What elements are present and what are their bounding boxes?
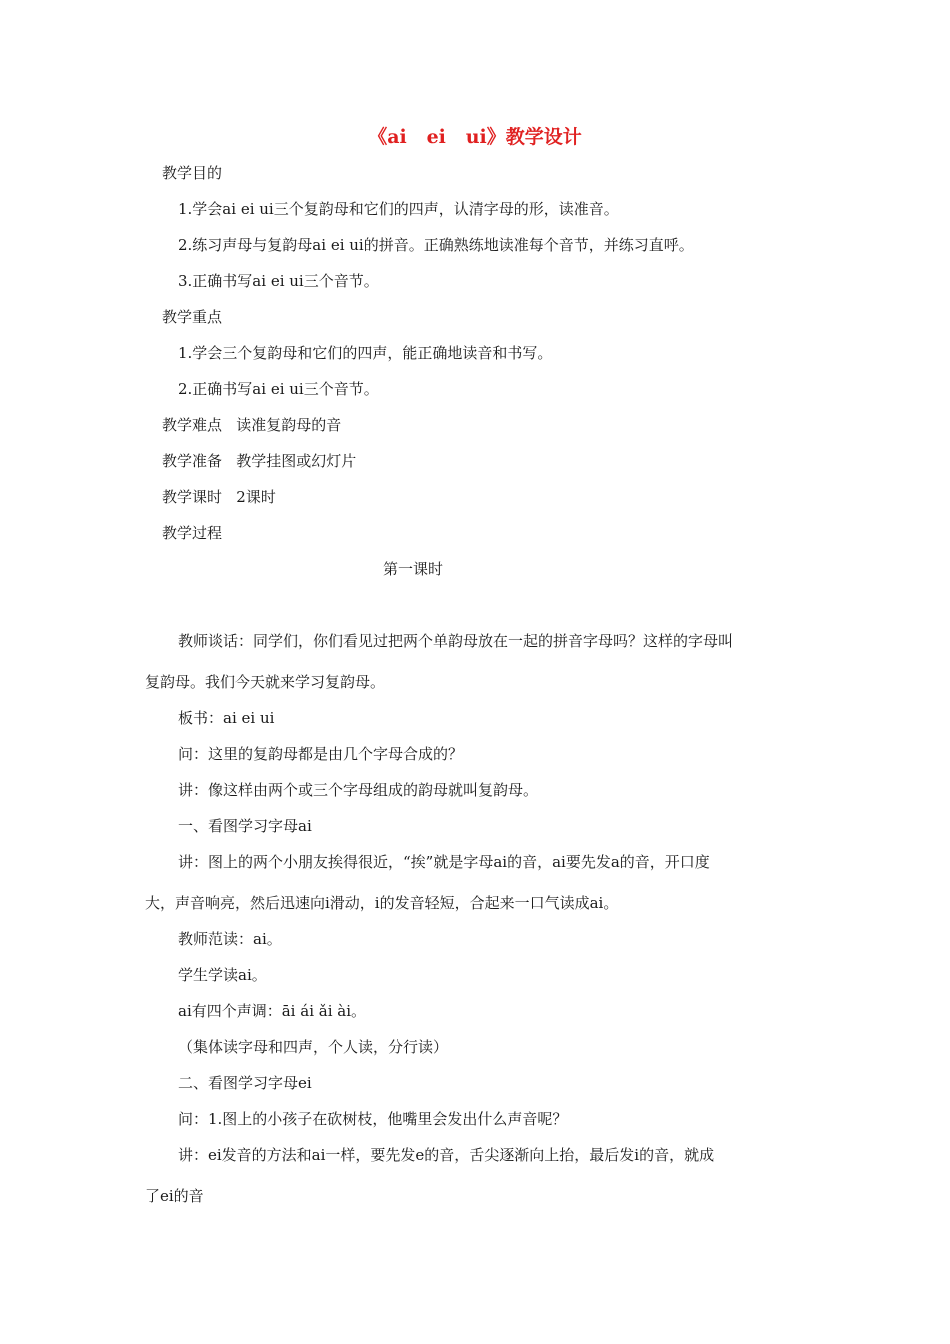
explanation-3-line1: 讲：ei发音的方法和ai一样，要先发e的音，舌尖逐渐向上抬，最后发i的音，就成 [178,1146,715,1164]
paragraph-intro-line2: 复韵母。我们今天就来学习复韵母。 [145,673,386,691]
lesson-heading: 第一课时 [382,560,443,578]
section-1-heading: 一、看图学习字母ai [178,817,312,835]
goal-item-1: 1.学会ai ei ui三个复韵母和它们的四声，认清字母的形，读准音。 [178,200,619,218]
focus-item-2: 2.正确书写ai ei ui三个音节。 [178,380,379,398]
preparation-line: 教学准备 教学挂图或幻灯片 [162,452,357,470]
question-2: 问：1.图上的小孩子在砍树枝，他嘴里会发出什么声音呢？ [178,1110,568,1128]
teacher-reading: 教师范读：ai。 [178,930,282,948]
tones-line: ai有四个声调：āi ái ǎi ài。 [178,1002,367,1020]
explanation-2-line1: 讲：图上的两个小朋友挨得很近，“挨”就是字母ai的音，ai要先发a的音，开口度 [178,853,710,871]
hours-line: 教学课时 2课时 [162,488,276,506]
difficulty-line: 教学难点 读准复韵母的音 [162,416,342,434]
process-heading: 教学过程 [162,524,223,542]
goal-item-3: 3.正确书写ai ei ui三个音节。 [178,272,379,290]
focus-heading: 教学重点 [162,308,223,326]
document-title: 《ai ei ui》教学设计 [368,126,582,148]
goal-item-2: 2.练习声母与复韵母ai ei ui的拼音。正确熟练地读准每个音节，并练习直呼。 [178,236,694,254]
explanation-1: 讲：像这样由两个或三个字母组成的韵母就叫复韵母。 [178,781,539,799]
student-reading: 学生学读ai。 [178,966,267,984]
reading-note: （集体读字母和四声，个人读，分行读） [178,1038,449,1056]
explanation-3-line2: 了ei的音 [145,1187,204,1205]
section-2-heading: 二、看图学习字母ei [178,1074,312,1092]
question-1: 问：这里的复韵母都是由几个字母合成的？ [178,745,464,763]
focus-item-1: 1.学会三个复韵母和它们的四声，能正确地读音和书写。 [178,344,553,362]
goals-heading: 教学目的 [162,164,223,182]
board-writing: 板书：ai ei ui [178,709,275,727]
paragraph-intro-line1: 教师谈话：同学们，你们看见过把两个单韵母放在一起的拼音字母吗？这样的字母叫 [178,632,734,650]
explanation-2-line2: 大，声音响亮，然后迅速向i滑动，i的发音轻短，合起来一口气读成ai。 [145,894,619,912]
